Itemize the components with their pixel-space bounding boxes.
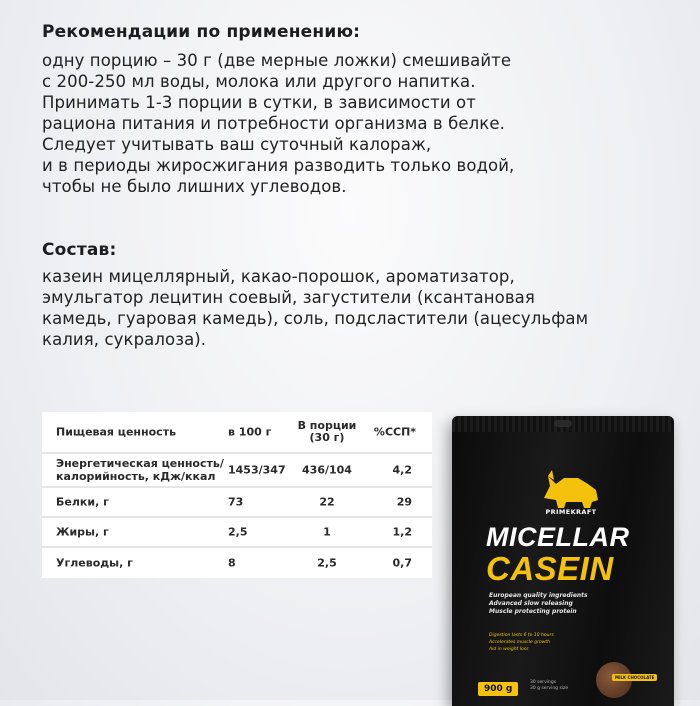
bullet-line: Aid in weight loss [489,647,529,652]
flavor-label: MILK CHOCOLATE [612,674,657,681]
product-title-line2: CASEIN [486,550,614,587]
table-header-row [42,412,432,454]
feature-line: Advanced slow releasing [489,600,573,607]
row-per100: 8 [228,556,236,570]
feature-line: European quality ingredients [489,592,588,599]
row-dv: 29 [396,495,412,509]
composition-line: камедь, гуаровая камедь), соль, подсластители (ацесульфам [42,309,589,328]
row-name: Энергетическая ценность/ калорийность, кДж/ккал [56,457,224,483]
product-bullets [489,632,554,653]
bullet-line: Digestion lasts 6 to 10 hours [489,633,554,638]
composition-line: калия, сукралоза). [42,330,207,349]
row-portion: 436/104 [302,463,352,477]
row-name: Белки, г [56,495,109,509]
composition-line: казеин мицеллярный, какао-порошок, ароматизатор, [42,267,515,286]
header-nutrition: Пищевая ценность [56,425,177,439]
product-title-line1: MICELLAR [486,522,630,552]
feature-line: Muscle protecting protein [489,608,577,615]
row-portion: 22 [319,495,335,509]
header-per100: в 100 г [228,425,272,439]
usage-line: одну порцию – 30 г (две мерные ложки) смешивайте [42,51,512,70]
table-row [42,454,432,488]
row-dv: 0,7 [392,556,412,570]
row-dv: 4,2 [392,463,412,477]
bullet-line: Accelerates muscle growth [489,640,550,645]
weight-badge: 900 g [478,682,518,696]
usage-title: Рекомендации по применению: [42,22,361,42]
composition-title: Состав: [42,240,117,260]
table-row [42,548,432,578]
row-per100: 1453/347 [228,463,286,477]
row-per100: 2,5 [228,525,248,539]
usage-line: с 200-250 мл воды, молока или другого напитка. [42,72,476,91]
usage-line: Принимать 1-3 порции в сутки, в зависимости от [42,93,476,112]
composition-line: эмульгатор лецитин соевый, загустители (ксантановая [42,288,535,307]
usage-line: чтобы не было лишних углеводов. [42,177,347,196]
usage-line: рациона питания и потребности организма в белке. [42,114,505,133]
row-per100: 73 [228,495,244,509]
usage-text [42,50,514,197]
composition-text [42,266,588,350]
row-portion: 1 [323,525,331,539]
header-dv: %ССП* [373,425,417,439]
row-dv: 1,2 [392,525,412,539]
usage-line: Следует учитывать ваш суточный калораж, [42,135,432,154]
pouch-zip-strip [452,416,674,432]
row-name: Углеводы, г [56,556,133,570]
product-features [489,592,588,616]
header-portion: В порции (30 г) [297,419,357,444]
table-row [42,488,432,518]
pouch-hang-hole [554,420,572,427]
usage-line: и в периоды жиросжигания разводить только водой, [42,156,515,175]
row-portion: 2,5 [317,556,337,570]
row-name: Жиры, г [56,525,109,539]
table-row [42,518,432,548]
brand-name: PRIMEKRAFT [545,508,597,516]
rhino-logo-icon [540,468,602,510]
serving-info: 30 servings 30 g serving size [530,680,569,691]
nutrition-table [42,412,432,578]
